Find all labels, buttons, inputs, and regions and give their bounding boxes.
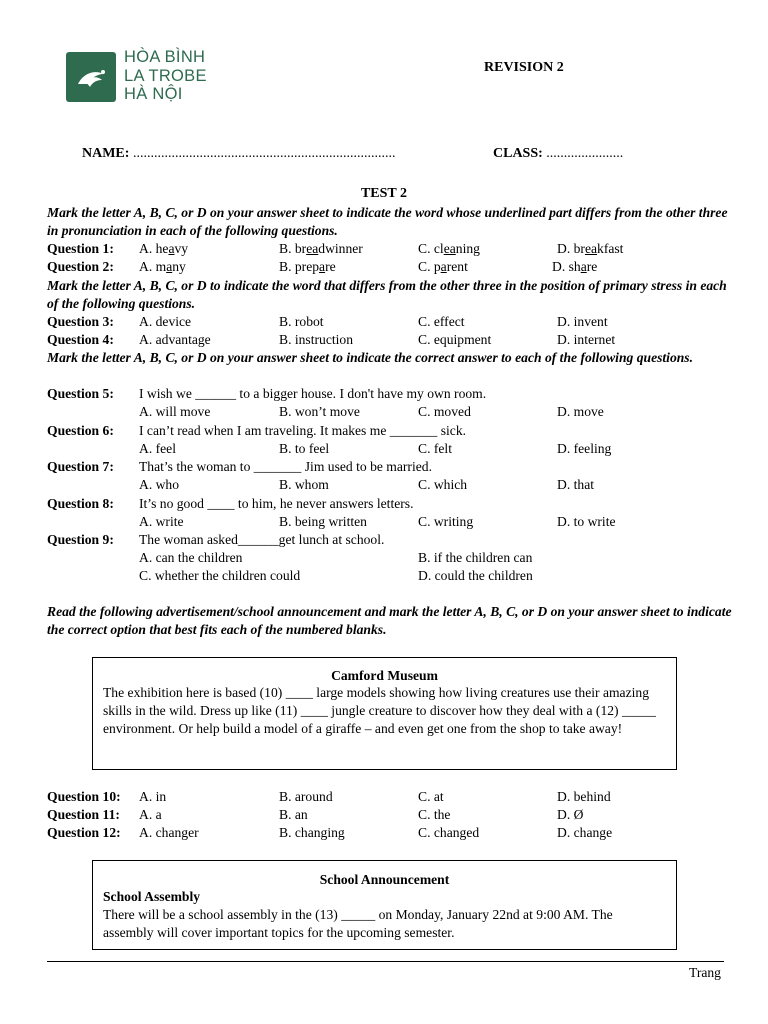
name-field[interactable]: ........................................................................... (132, 146, 396, 161)
q11-option-a[interactable]: A. a (139, 807, 162, 822)
q7-option-c[interactable]: C. which (418, 477, 468, 492)
q4-option-c[interactable]: C. equipment (418, 332, 492, 347)
q12-option-a[interactable]: A. changer (139, 825, 199, 840)
q2-option-d[interactable]: D. share (552, 259, 598, 274)
museum-body: The exhibition here is based (10) ____ large models showing how living creatures use their amazing skills in the wild. Dress up like (11) ____ jungle creature to discover how they deal with a (12) _____ environment. Or help build a model of a giraffe – and even get one from the shop to take away! (103, 685, 656, 737)
question-2-label: Question 2: (47, 259, 114, 274)
q9-stem: The woman asked______get lunch at school. (139, 532, 385, 547)
museum-title: Camford Museum (331, 668, 438, 683)
test-title: TEST 2 (360, 186, 408, 201)
instruction-reading: Read the following advertisement/school announcement and mark the letter A, B, C, or D on your answer sheet to indicate the correct option that best fits each of the numbered blanks. (47, 604, 732, 638)
q12-option-c[interactable]: C. changed (418, 825, 480, 840)
instruction-pronunciation: Mark the letter A, B, C, or D on your answer sheet to indicate the word whose underlined part differs from the other three in pronunciation in each of the following questions. (47, 205, 728, 239)
q6-option-d[interactable]: D. feeling (557, 441, 612, 456)
q5-stem: I wish we ______ to a bigger house. I don't have my own room. (139, 386, 487, 401)
q10-option-d[interactable]: D. behind (557, 789, 611, 804)
q3-option-d[interactable]: D. invent (557, 314, 608, 329)
q5-option-b[interactable]: B. won’t move (279, 404, 360, 419)
announcement-subtitle: School Assembly (103, 889, 201, 904)
question-5-label: Question 5: (47, 386, 114, 401)
question-3-label: Question 3: (47, 314, 114, 329)
logo-line-3: HÀ NỘI (124, 85, 183, 103)
q8-option-c[interactable]: C. writing (418, 514, 474, 529)
q12-option-d[interactable]: D. change (557, 825, 613, 840)
q10-option-a[interactable]: A. in (139, 789, 167, 804)
q9-option-c[interactable]: C. whether the children could (139, 568, 301, 583)
q9-option-b[interactable]: B. if the children can (418, 550, 533, 565)
question-9-label: Question 9: (47, 532, 114, 547)
footer-divider (47, 961, 724, 962)
q11-option-d[interactable]: D. Ø (557, 807, 584, 822)
question-12-label: Question 12: (47, 825, 121, 840)
q10-option-b[interactable]: B. around (279, 789, 333, 804)
museum-advertisement-box (92, 657, 677, 770)
q3-option-c[interactable]: C. effect (418, 314, 465, 329)
logo-line-2: LA TROBE (124, 66, 207, 85)
school-announcement-box (92, 860, 677, 950)
instruction-stress: Mark the letter A, B, C, or D to indicate the word that differs from the other three in the position of primary stress in each of the following questions. (47, 278, 727, 312)
q8-stem: It’s no good ____ to him, he never answers letters. (139, 496, 414, 511)
q2-option-b[interactable]: B. prepare (279, 259, 336, 274)
question-6-label: Question 6: (47, 423, 114, 438)
q7-option-d[interactable]: D. that (557, 477, 594, 492)
q8-option-a[interactable]: A. write (139, 514, 184, 529)
q4-option-a[interactable]: A. advantage (139, 332, 211, 347)
q5-option-c[interactable]: C. moved (418, 404, 471, 419)
name-label: NAME: (82, 146, 130, 161)
class-label: CLASS: (493, 146, 543, 161)
q1-option-b[interactable]: B. breadwinner (279, 241, 363, 256)
instruction-grammar: Mark the letter A, B, C, or D on your answer sheet to indicate the correct answer to each of the following questions. (47, 350, 693, 365)
page-label: Trang (689, 965, 721, 980)
q8-option-d[interactable]: D. to write (557, 514, 616, 529)
announcement-title: School Announcement (319, 872, 450, 887)
logo-text (124, 48, 207, 104)
q2-option-c[interactable]: C. parent (418, 259, 468, 274)
q1-option-d[interactable]: D. breakfast (557, 241, 624, 256)
logo-line-1: HÒA BÌNH (124, 48, 206, 66)
school-logo (66, 48, 226, 106)
question-10-label: Question 10: (47, 789, 121, 804)
q6-option-a[interactable]: A. feel (139, 441, 176, 456)
q9-option-d[interactable]: D. could the children (418, 568, 533, 583)
revision-title: REVISION 2 (484, 60, 564, 75)
question-4-label: Question 4: (47, 332, 114, 347)
q11-option-b[interactable]: B. an (279, 807, 308, 822)
name-row (82, 146, 395, 162)
q7-option-a[interactable]: A. who (139, 477, 180, 492)
question-1-label: Question 1: (47, 241, 114, 256)
q11-option-c[interactable]: C. the (418, 807, 451, 822)
q6-option-c[interactable]: C. felt (418, 441, 452, 456)
q12-option-b[interactable]: B. changing (279, 825, 345, 840)
q1-option-a[interactable]: A. heavy (139, 241, 189, 256)
question-11-label: Question 11: (47, 807, 120, 822)
q4-option-d[interactable]: D. internet (557, 332, 616, 347)
question-7-label: Question 7: (47, 459, 114, 474)
q2-option-a[interactable]: A. many (139, 259, 186, 274)
q7-option-b[interactable]: B. whom (279, 477, 329, 492)
q8-option-b[interactable]: B. being written (279, 514, 367, 529)
q5-option-d[interactable]: D. move (557, 404, 604, 419)
q3-option-b[interactable]: B. robot (279, 314, 324, 329)
announcement-body: There will be a school assembly in the (13) _____ on Monday, January 22nd at 9:00 AM. The assembly will cover important topics for the upcoming semester. (103, 907, 613, 941)
q6-stem: I can’t read when I am traveling. It makes me _______ sick. (139, 423, 467, 438)
q4-option-b[interactable]: B. instruction (279, 332, 354, 347)
q6-option-b[interactable]: B. to feel (279, 441, 330, 456)
q10-option-c[interactable]: C. at (418, 789, 444, 804)
bird-emblem-icon (66, 52, 116, 102)
class-row (493, 146, 623, 162)
q5-option-a[interactable]: A. will move (139, 404, 211, 419)
q3-option-a[interactable]: A. device (139, 314, 192, 329)
q7-stem: That’s the woman to _______ Jim used to be married. (139, 459, 432, 474)
q1-option-c[interactable]: C. cleaning (418, 241, 480, 256)
question-8-label: Question 8: (47, 496, 114, 511)
q9-option-a[interactable]: A. can the children (139, 550, 243, 565)
class-field[interactable]: ...................... (546, 146, 624, 161)
